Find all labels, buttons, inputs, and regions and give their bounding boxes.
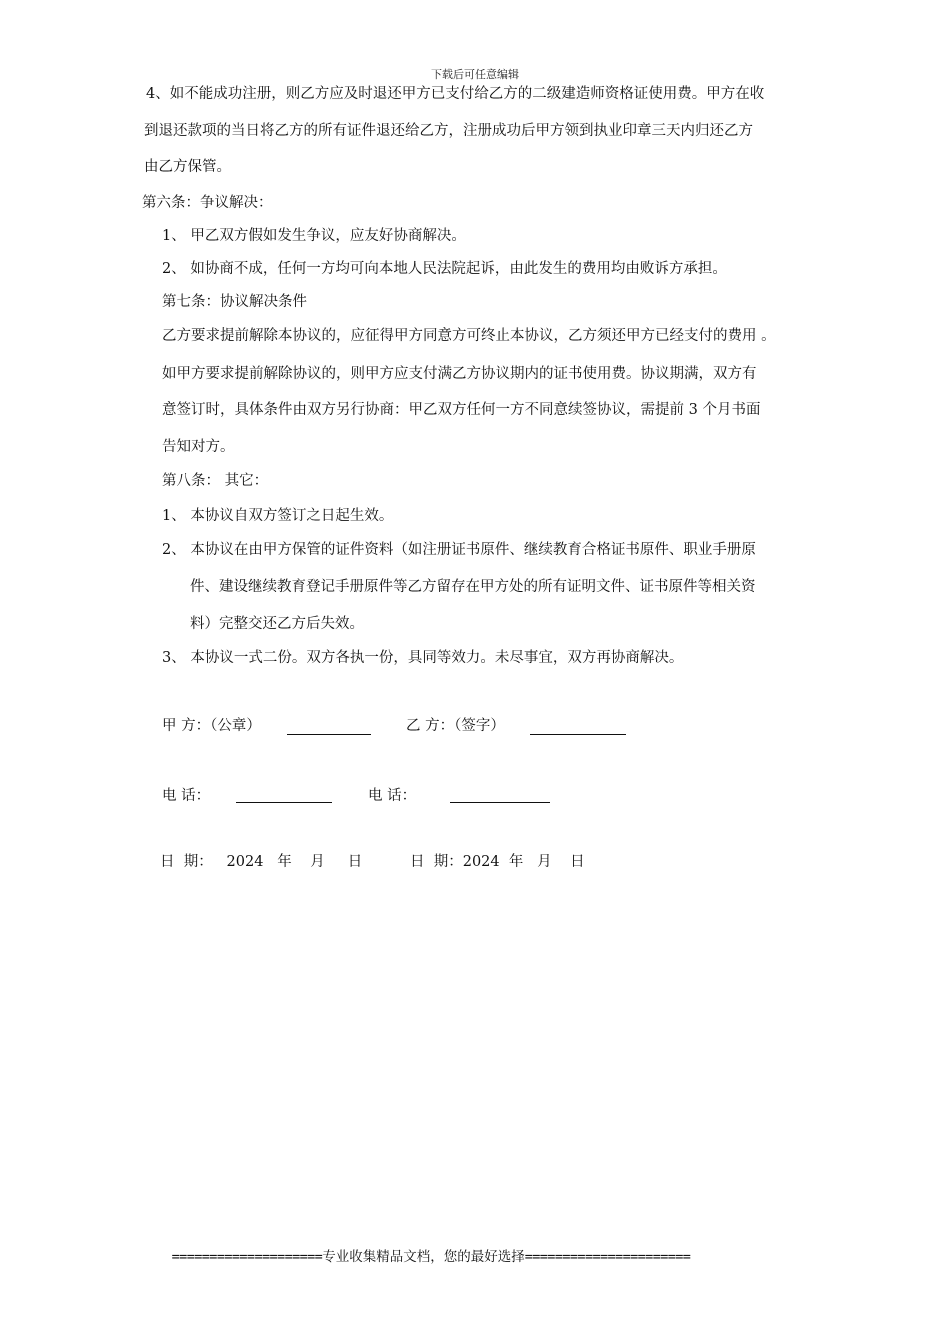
party-a-signature-blank bbox=[287, 734, 371, 735]
phone-b-label: 电 话： bbox=[368, 788, 417, 804]
party-b-label: 乙 方：（签字） bbox=[406, 718, 505, 734]
date-b: 日 期：2024 年 月 日 bbox=[410, 854, 585, 870]
article-6-title: 第六条：争议解决： bbox=[142, 195, 273, 211]
footer-right-rule: ====================== bbox=[524, 1249, 691, 1265]
phone-a-blank bbox=[236, 802, 332, 803]
party-b-signature-blank bbox=[530, 734, 626, 735]
article-7-line-1: 乙方要求提前解除本协议的，应征得甲方同意方可终止本协议，乙方须还甲方已经支付的费用 。 bbox=[162, 328, 776, 344]
article-8-item-1: 1、 本协议自双方签订之日起生效。 bbox=[162, 508, 394, 524]
header-note: 下载后可任意编辑 bbox=[431, 68, 519, 81]
phone-b-blank bbox=[450, 802, 550, 803]
article-8-item-2-line-2: 件、建设继续教育登记手册原件等乙方留存在甲方处的所有证明文件、证书原件等相关资 bbox=[190, 579, 756, 595]
clause-4-line-2: 到退还款项的当日将乙方的所有证件退还给乙方，注册成功后甲方领到执业印章三天内归还乙方 bbox=[144, 123, 753, 139]
clause-4-line-3: 由乙方保管。 bbox=[144, 159, 231, 175]
article-6-item-1: 1、 甲乙双方假如发生争议，应友好协商解决。 bbox=[162, 228, 466, 244]
clause-4-line-1: 4、如不能成功注册，则乙方应及时退还甲方已支付给乙方的二级建造师资格证使用费。甲方在收 bbox=[146, 86, 765, 102]
phone-a-label: 电 话： bbox=[162, 788, 211, 804]
article-7-line-2: 如甲方要求提前解除协议的，则甲方应支付满乙方协议期内的证书使用费。协议期满，双方有 bbox=[162, 366, 757, 382]
article-8-item-2-line-1: 2、 本协议在由甲方保管的证件资料（如注册证书原件、继续教育合格证书原件、职业手册原 bbox=[162, 542, 756, 558]
footer-banner bbox=[0, 1245, 862, 1265]
footer-text: 专业收集精品文档，您的最好选择 bbox=[322, 1249, 525, 1265]
footer-left-rule: ==================== bbox=[171, 1249, 323, 1265]
article-7-line-4: 告知对方。 bbox=[162, 439, 235, 455]
article-8-title: 第八条： 其它： bbox=[162, 473, 269, 489]
party-a-label: 甲 方：（公章） bbox=[162, 718, 261, 734]
article-8-item-3: 3、 本协议一式二份。双方各执一份，具同等效力。未尽事宜，双方再协商解决。 bbox=[162, 650, 684, 666]
article-8-item-2-line-3: 料）完整交还乙方后失效。 bbox=[190, 616, 364, 632]
article-7-title: 第七条：协议解决条件 bbox=[162, 294, 307, 310]
date-a: 日 期： 2024 年 月 日 bbox=[160, 854, 363, 870]
article-7-line-3: 意签订时，具体条件由双方另行协商：甲乙双方任何一方不同意续签协议，需提前 3 个月书面 bbox=[162, 402, 761, 418]
article-6-item-2: 2、 如协商不成，任何一方均可向本地人民法院起诉，由此发生的费用均由败诉方承担。 bbox=[162, 261, 727, 277]
